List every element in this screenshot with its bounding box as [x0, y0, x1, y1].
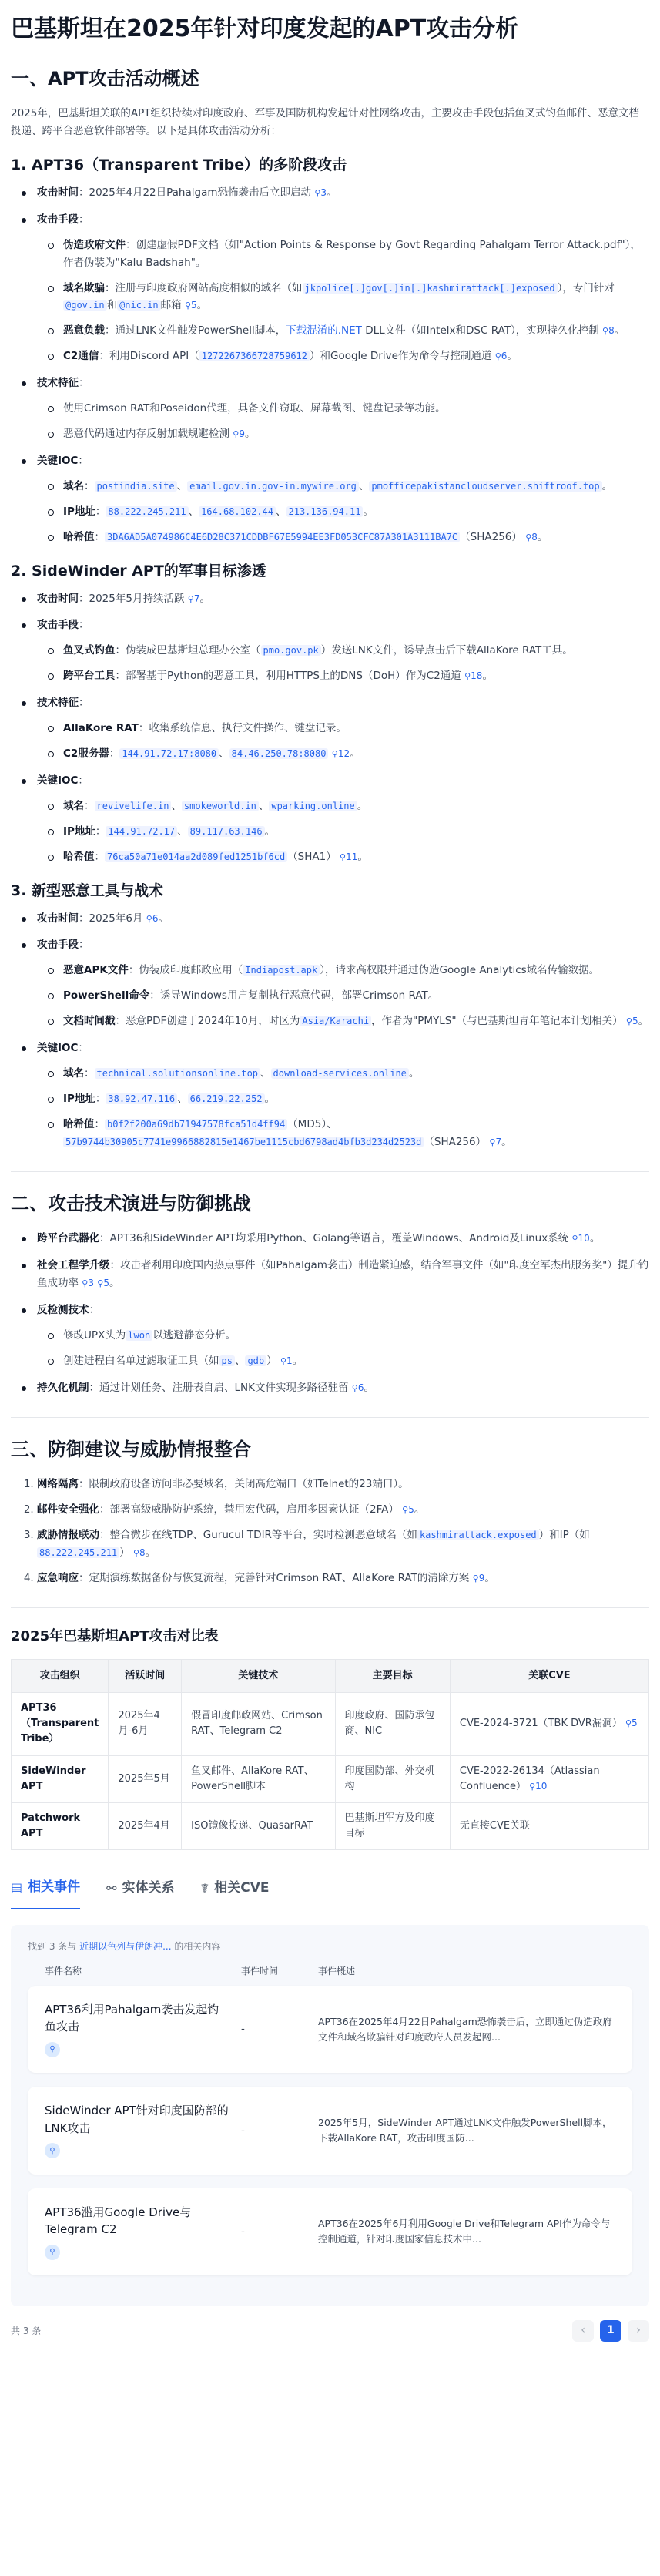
ioc-hashes: 哈希值： 3DA6AD5A074986C4E6D28C371CDDBF67E5994EE3FD053CFC87A301A3111BA7C （SHA256） ⚲8。 — [37, 529, 649, 546]
citation-link[interactable]: ⚲9 — [473, 1573, 485, 1584]
apt36-method-c2: C2通信：利用Discord API（ 1272267366728759612 ）和Google Drive作为命令与控制通道 ⚲6。 — [37, 348, 649, 365]
total-count: 共 3 条 — [11, 2325, 42, 2336]
apt36-list — [11, 184, 649, 546]
sidewinder-heading: 2. SideWinder APT的军事目标渗透 — [11, 562, 266, 579]
section-defense-heading: 三、防御建议与威胁情报整合 — [11, 1438, 251, 1460]
citation-icon: ⚲ — [146, 913, 152, 924]
event-name: APT36利用Pahalgam袭击发起钓鱼攻击 — [45, 2002, 219, 2034]
divider — [11, 1607, 649, 1608]
citation-link[interactable]: ⚲5 — [185, 300, 197, 311]
ioc-domains: 域名： postindia.site 、 email.gov.in.gov-in.mywire.org 、 pmofficepakistancloudserver.shiftroof.top 。 — [37, 478, 649, 495]
event-card[interactable] — [28, 1986, 632, 2073]
comparison-table — [11, 1659, 649, 1850]
apt36-ioc: 关键IOC： 域名： postindia.site 、 email.gov.in.gov-in.mywire.org 、 pmofficepakistancloudserver.shiftroof.top 。 IP地址： 88.222.245.211 、 164.68.102.44 、 213.136.94.11 。 哈希值： 3DA6AD5A074986C4E6D28C371CDDBF67E5994EE3FD053CFC87A301A3111BA7C （SHA256） ⚲8。 — [11, 452, 649, 546]
event-time: - — [241, 2225, 245, 2238]
list-icon: ▤ — [11, 1880, 23, 1896]
citation-link[interactable]: ⚲8 — [133, 1547, 146, 1558]
citation-link[interactable]: ⚲10 — [529, 1781, 547, 1792]
citation-link[interactable]: ⚲10 — [571, 1233, 589, 1244]
citation-link[interactable]: ⚲1 — [280, 1355, 293, 1366]
event-time: - — [241, 2124, 245, 2137]
citation-icon: ⚲ — [489, 1137, 496, 1147]
citation-icon: ⚲ — [340, 851, 347, 862]
defense-list: 1. 网络隔离：限制政府设备访问非必要域名，关闭高危端口（如Telnet的23端口）。 2. 邮件安全强化：部署高级威胁防护系统，禁用宏代码，启用多因素认证（2FA） ⚲5。 3. 威胁情报联动：整合微步在线TDP、Gurucul TDIR等平台，实时检测恶意域名（如 kashmirattack.exposed ）和IP（如88.222.245.211 ） ⚲8。 4. 应急响应：定期演练数据备份与恢复流程，完善针对Crimson RAT、AllaKore RAT的清除方案 ⚲9。 — [11, 1476, 649, 1587]
citation-icon: ⚲ — [280, 1355, 286, 1366]
citation-icon: ⚲ — [331, 749, 338, 760]
pagination — [11, 2320, 649, 2342]
event-tag-icon: ⚲ — [45, 2042, 60, 2057]
citation-link[interactable]: ⚲6 — [495, 351, 508, 361]
citation-link[interactable]: ⚲5 — [402, 1504, 414, 1515]
related-tabs — [11, 1870, 649, 1909]
event-card[interactable] — [28, 2188, 632, 2275]
tab-related-events[interactable]: ▤ 相关事件 — [11, 1870, 80, 1909]
event-summary: APT36在2025年4月22日Pahalgam恐怖袭击后，立即通过伪造政府文件和域名欺骗针对印度政府人员发起网... — [318, 2015, 612, 2043]
bug-icon: ☤ — [200, 1880, 209, 1896]
citation-link[interactable]: ⚲3 — [314, 187, 327, 198]
table-row: APT36（Transparent Tribe） 2025年4月-6月 假冒印度邮政网站、Crimson RAT、Telegram C2 印度政府、国防承包商、NIC CVE-2024-3721（TBK DVR漏洞） ⚲5 — [12, 1693, 649, 1755]
citation-icon: ⚲ — [625, 1016, 632, 1027]
citation-icon: ⚲ — [402, 1504, 409, 1515]
citation-icon: ⚲ — [187, 593, 194, 604]
citation-link[interactable]: ⚲8 — [525, 532, 538, 542]
divider — [11, 1171, 649, 1172]
citation-icon: ⚲ — [132, 1547, 140, 1558]
page-1-button[interactable]: 1 — [600, 2320, 621, 2342]
section-evolution-heading: 二、攻击技术演进与防御挑战 — [11, 1192, 251, 1214]
citation-link[interactable]: ⚲5 — [97, 1278, 109, 1288]
citation-icon: ⚲ — [602, 326, 609, 337]
table-header-cell: 主要目标 — [335, 1660, 450, 1693]
citation-link[interactable]: ⚲9 — [233, 428, 245, 439]
table-header-row — [12, 1660, 649, 1693]
graph-icon: ⚯ — [106, 1880, 117, 1896]
citation-icon: ⚲ — [529, 1781, 536, 1792]
page-title: 巴基斯坦在2025年针对印度发起的APT攻击分析 — [11, 15, 519, 42]
ioc-code: jkpolice[.]gov[.]in[.]kashmirattack[.]exposed — [303, 283, 558, 294]
table-row: Patchwork APT 2025年4月 ISO镜像投递、QuasarRAT 巴基斯坦军方及印度目标 无直接CVE关联 — [12, 1802, 649, 1849]
citation-link[interactable]: ⚲5 — [626, 1016, 638, 1026]
event-card[interactable] — [28, 2087, 632, 2174]
overview-intro: 2025年，巴基斯坦关联的APT组织持续对印度政府、军事及国防机构发起针对性网络攻击，主要攻击手段包括鱼叉式钓鱼邮件、恶意文档投递、跨平台恶意软件部署等。以下是具体攻击活动分析： — [11, 107, 639, 138]
apt36-time: 攻击时间：2025年4月22日Pahalgam恐怖袭击后立即启动 ⚲3。 — [11, 184, 649, 202]
apt36-method-domain-spoof: 域名欺骗：注册与印度政府网站高度相似的域名（如 jkpolice[.]gov[.]in[.]kashmirattack[.]exposed ），专门针对@gov.in 和 @nic.in 邮箱 ⚲5。 — [37, 280, 649, 315]
apt36-method-payload: 恶意负载：通过LNK文件触发PowerShell脚本，下载混淆的.NET DLL文件（如Intelx和DSC RAT），实现持久化控制 ⚲8。 — [37, 322, 649, 340]
dotnet-download-link[interactable]: 下载混淆的.NET — [286, 324, 362, 338]
tab-related-cve[interactable]: ☤ 相关CVE — [201, 1870, 270, 1909]
citation-icon: ⚲ — [351, 1382, 358, 1393]
citation-link[interactable]: ⚲3 — [82, 1278, 94, 1288]
citation-icon: ⚲ — [82, 1278, 89, 1288]
citation-link[interactable]: ⚲18 — [464, 670, 482, 681]
citation-link[interactable]: ⚲12 — [332, 748, 350, 759]
apt36-method-fake-docs: 伪造政府文件：创建虚假PDF文档（如"Action Points & Response by Govt Regarding Pahalgam Terror Attack.pdf"），作者伪装为"Kalu Badshah"。 — [37, 237, 649, 272]
evolution-list: 跨平台武器化：APT36和SideWinder APT均采用Python、Golang等语言，覆盖Windows、Android及Linux系统 ⚲10。 社会工程学升级：攻击者利用印度国内热点事件（如Pahalgam袭击）制造紧迫感，结合军事文件（如"印度空军杰出服务奖"）提升钓鱼成功率 ⚲3 ⚲5。 反检测技术： 修改UPX头为 lwon 以逃避静态分析。 创建进程白名单过滤取证工具（如 ps 、 gdb ） ⚲1。 持久化机制：通过计划任务、注册表自启、LNK文件实现多路径驻留 ⚲6。 — [11, 1230, 649, 1397]
citation-icon: ⚲ — [233, 429, 240, 440]
citation-link[interactable]: ⚲8 — [602, 325, 615, 336]
section-overview-heading: 一、APT攻击活动概述 — [11, 68, 199, 89]
citation-icon: ⚲ — [184, 301, 192, 311]
citation-link[interactable]: ⚲7 — [188, 593, 200, 604]
citation-link[interactable]: ⚲7 — [489, 1137, 501, 1147]
table-header-cell: 攻击组织 — [12, 1660, 109, 1693]
citation-icon: ⚲ — [97, 1278, 104, 1288]
citation-icon: ⚲ — [525, 532, 532, 542]
apt36-heading: 1. APT36（Transparent Tribe）的多阶段攻击 — [11, 156, 347, 174]
events-panel — [11, 1925, 649, 2306]
results-summary: 找到 3 条与 近期以色列与伊朗冲... 的相关内容 — [28, 1941, 221, 1953]
event-name: SideWinder APT针对印度国防部的LNK攻击 — [45, 2104, 229, 2135]
events-header: 事件名称 事件时间 事件概述 — [45, 1966, 356, 1977]
citation-icon: ⚲ — [464, 671, 471, 682]
prev-page-button[interactable]: ‹ — [572, 2320, 594, 2342]
new-tools-list: 攻击时间：2025年6月 ⚲6。 攻击手段： 恶意APK文件：伪装成印度邮政应用（ Indiapost.apk ），请求高权限并通过伪造Google Analytics域名传输数据。 PowerShell命令：诱导Windows用户复制执行恶意代码，部署Crimson RAT。 文档时间戳：恶意PDF创建于2024年10月，时区为 Asia/Karachi ，作者为"PMYLS"（与巴基斯坦青年笔记本计划相关） ⚲5。 关键IOC： 域名： technical.solutionsonline.top 、 download-services.online 。 IP地址： 38.92.47.116 、 66.219.22.252 。 哈希值： b0f2f200a69db71947578fca51d4ff94 （MD5）、57b9744b30905c7741e9966882815e1467be1115cbd6798ad4bfb3d234d2523d （SHA256） ⚲7。 — [11, 910, 649, 1151]
citation-icon: ⚲ — [571, 1234, 578, 1244]
event-summary: APT36在2025年6月利用Google Drive和Telegram API作为命令与控制通道，针对印度国家信息技术中... — [318, 2218, 611, 2245]
divider — [11, 1417, 649, 1418]
apt36-methods: 攻击手段： 伪造政府文件：创建虚假PDF文档（如"Action Points & Response by Govt Regarding Pahalgam Terror Attack.pdf"），作者伪装为"Kalu Badshah"。 域名欺骗：注册与印度政府网站高度相似的域名（如 jkpolice[.]gov[.]in[.]kashmirattack[.]exposed ），专门针对@gov.in 和 @nic.in 邮箱 ⚲5。 恶意负载：通过LNK文件触发PowerShell脚本，下载混淆的.NET DLL文件（如Intelx和DSC RAT），实现持久化控制 ⚲8。 C2通信：利用Discord API（ 1272267366728759612 ）和Google Drive作为命令与控制通道 ⚲6。 — [11, 211, 649, 366]
event-tag-icon: ⚲ — [45, 2143, 60, 2158]
search-keyword-link[interactable]: 近期以色列与伊朗冲... — [79, 1941, 172, 1953]
citation-icon: ⚲ — [494, 351, 501, 362]
ioc-ips: IP地址： 88.222.245.211 、 164.68.102.44 、 213.136.94.11 。 — [37, 503, 649, 521]
table-header-cell: 活跃时间 — [109, 1660, 182, 1693]
citation-icon: ⚲ — [314, 187, 321, 198]
citation-link[interactable]: ⚲5 — [625, 1718, 638, 1728]
table-header-cell: 关键技术 — [182, 1660, 335, 1693]
table-row: SideWinder APT 2025年5月 鱼叉邮件、AllaKore RAT、PowerShell脚本 印度国防部、外交机构 CVE-2022-26134（Atlassian Confluence） ⚲10 — [12, 1755, 649, 1802]
table-header-cell: 关联CVE — [450, 1660, 648, 1693]
citation-link[interactable]: ⚲6 — [352, 1382, 364, 1393]
citation-icon: ⚲ — [625, 1718, 632, 1729]
event-time: - — [241, 2023, 245, 2036]
event-name: APT36滥用Google Drive与Telegram C2 — [45, 2205, 192, 2237]
citation-link[interactable]: ⚲6 — [146, 913, 159, 924]
new-tools-heading: 3. 新型恶意工具与战术 — [11, 882, 164, 899]
event-tag-icon: ⚲ — [45, 2245, 60, 2260]
next-page-button[interactable]: › — [628, 2320, 649, 2342]
citation-icon: ⚲ — [472, 1573, 479, 1584]
tab-entity-relations[interactable]: ⚯ 实体关系 — [106, 1870, 174, 1909]
sidewinder-list: 攻击时间：2025年5月持续活跃 ⚲7。 攻击手段： 鱼叉式钓鱼：伪装成巴基斯坦总理办公室（ pmo.gov.pk ）发送LNK文件，诱导点击后下载AllaKore RAT工具。 跨平台工具：部署基于Python的恶意工具，利用HTTPS上的DNS（DoH）作为C2通道 ⚲18。 技术特征： AllaKore RAT：收集系统信息、执行文件操作、键盘记录。 C2服务器： 144.91.72.17:8080 、 84.46.250.78:8080 ⚲12。 关键IOC： 域名： revivelife.in 、 smokeworld.in 、 wparking.online 。 IP地址： 144.91.72.17 、 89.117.63.146 。 哈希值： 76ca50a71e014aa2d089fed1251bf6cd （SHA1） ⚲11。 — [11, 590, 649, 866]
apt36-tech: 技术特征： 使用Crimson RAT和Poseidon代理，具备文件窃取、屏幕截图、键盘记录等功能。 恶意代码通过内存反射加载规避检测 ⚲9。 — [11, 374, 649, 443]
citation-link[interactable]: ⚲11 — [340, 851, 357, 862]
event-summary: 2025年5月，SideWinder APT通过LNK文件触发PowerShell脚本，下载AllaKore RAT，攻击印度国防... — [318, 2117, 612, 2144]
table-title: 2025年巴基斯坦APT攻击对比表 — [11, 1627, 219, 1644]
